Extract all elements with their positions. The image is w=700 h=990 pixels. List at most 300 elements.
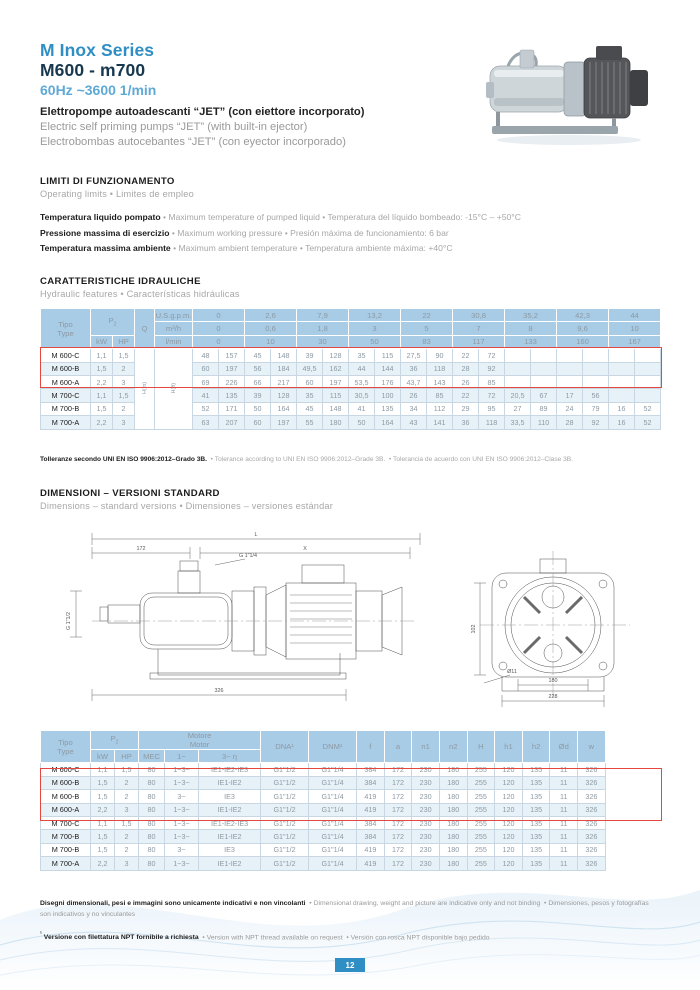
description-en: Electric self priming pumps “JET” (with built-in ejector) [40, 121, 308, 133]
cell-head-17 [635, 349, 661, 362]
cell-od: 11 [550, 857, 578, 870]
unit-usgpm: U.S.g.p.m. [155, 309, 193, 322]
table-row [41, 349, 661, 362]
flow-m3h-5: 7 [453, 322, 505, 335]
cell-head-6: 35 [349, 349, 375, 362]
cell-hp: 2 [115, 843, 139, 856]
table-row [41, 362, 661, 375]
footnote1-en: Dimensional drawing, weight and picture are indicative only and not binding [313, 900, 541, 907]
footnote-npt: $^{^1}$ Versione con filettatura NPT fornibile a richiesta • Version with NPT thread available on request • Versión con rosca NPT disponible bajo pedido [40, 932, 490, 942]
flow-m3h-2: 1,8 [297, 322, 349, 335]
unit-h-ft: H(ft) [155, 349, 193, 429]
cell-od: 11 [550, 843, 578, 856]
table-row [41, 790, 661, 803]
cell-w: 326 [578, 830, 606, 843]
cell-a: 172 [384, 763, 412, 776]
cell-head-0: 60 [193, 362, 219, 375]
cell-phase3: IE1-IE2 [199, 830, 261, 843]
cell-phase3: IE1-IE2-IE3 [199, 816, 261, 829]
cell-head-8: 36 [401, 362, 427, 375]
cell-head-10: 29 [453, 402, 479, 415]
cell-head-3: 217 [271, 375, 297, 388]
cell-h1: 120 [495, 776, 523, 789]
flow-m3h-4: 5 [401, 322, 453, 335]
cell-dnm: G1"1/4 [309, 776, 357, 789]
cell-f: 384 [357, 816, 385, 829]
table-row [41, 857, 661, 870]
hydraulic-heading [40, 276, 240, 299]
cell-dna: G1"1/2 [261, 857, 309, 870]
cell-head-16 [609, 375, 635, 388]
cell-head-8: 43 [401, 416, 427, 429]
cell-head-2: 56 [245, 362, 271, 375]
cell-head-14 [557, 349, 583, 362]
cell-head-9: 90 [427, 349, 453, 362]
cell-a: 172 [384, 830, 412, 843]
tolerance-note: Tolleranze secondo UNI EN ISO 9906:2012–Grado 3B. • Tolerance according to UNI EN ISO 9906:2012–Grade 3B. • Tolerancia de acuerdo con UNI EN ISO 9906:2012–Clase 3B. [40, 456, 574, 463]
cell-od: 11 [550, 790, 578, 803]
cell-head-15 [583, 375, 609, 388]
table-row [41, 416, 661, 429]
cell-a: 172 [384, 857, 412, 870]
cell-a: 172 [384, 776, 412, 789]
cell-hp: 1,5 [115, 763, 139, 776]
dim-label-102: 102 [471, 624, 477, 634]
row-model: M 600-B [41, 362, 91, 375]
cell-phase1: 1~3~ [165, 857, 199, 870]
cell-head-11: 72 [479, 389, 505, 402]
cell-n2: 180 [439, 776, 467, 789]
col-h1: h1 [495, 731, 523, 763]
cell-H: 255 [467, 776, 495, 789]
cell-w: 326 [578, 816, 606, 829]
cell-phase1: 1~3~ [165, 763, 199, 776]
cell-phase3: IE1-IE2 [199, 857, 261, 870]
col-motore: Motore Motor [139, 731, 261, 750]
col-n1: n1 [412, 731, 440, 763]
cell-n2: 180 [439, 816, 467, 829]
cell-n1: 230 [412, 830, 440, 843]
cell-head-16: 16 [609, 416, 635, 429]
cell-f: 384 [357, 763, 385, 776]
col-dnm: DNM¹ [309, 731, 357, 763]
col-tipo-type: Tipo Type [41, 309, 91, 349]
hydraulic-subtitle: Hydraulic features • Características hidráulicas [40, 289, 240, 299]
cell-head-17 [635, 362, 661, 375]
cell-phase1: 1~3~ [165, 816, 199, 829]
cell-kw: 2,2 [91, 375, 113, 388]
tolerance-it: Tolleranze secondo UNI EN ISO 9906:2012–Grado 3B. [40, 456, 207, 463]
cell-head-0: 52 [193, 402, 219, 415]
limit-row: Temperatura massima ambiente • Maximum ambient temperature • Temperatura ambiente máxima: +40°C [40, 243, 453, 253]
cell-H: 255 [467, 843, 495, 856]
dim-label-X: X [303, 546, 307, 552]
flow-usgpm-1: 2,6 [245, 309, 297, 322]
cell-head-10: 28 [453, 362, 479, 375]
cell-kw: 1,1 [91, 816, 115, 829]
tolerance-es: Tolerancia de acuerdo con UNI EN ISO 9906:2012–Clase 3B. [393, 456, 574, 463]
cell-head-3: 148 [271, 349, 297, 362]
cell-head-17: 52 [635, 416, 661, 429]
cell-f: 384 [357, 830, 385, 843]
cell-dna: G1"1/2 [261, 776, 309, 789]
cell-mec: 80 [139, 857, 165, 870]
cell-head-5: 162 [323, 362, 349, 375]
cell-f: 419 [357, 790, 385, 803]
dim-label-326: 326 [214, 688, 224, 694]
row-model: M 700-A [41, 857, 91, 870]
cell-h1: 120 [495, 857, 523, 870]
cell-head-17 [635, 389, 661, 402]
cell-H: 255 [467, 857, 495, 870]
flow-usgpm-4: 22 [401, 309, 453, 322]
cell-n2: 180 [439, 857, 467, 870]
cell-head-17: 52 [635, 402, 661, 415]
col-phase-3: 3~ η [199, 750, 261, 763]
cell-head-4: 55 [297, 416, 323, 429]
cell-a: 172 [384, 816, 412, 829]
limit-label-en: Maximum temperature of pumped liquid [168, 212, 320, 222]
table-row [41, 402, 661, 415]
cell-n2: 180 [439, 803, 467, 816]
footnote-indicative: Disegni dimensionali, pesi e immagini sono unicamente indicativi e non vincolanti • Dimensional drawing, weight and picture are indicative only and not binding • Dimensiones, pesos y fotografías son indicativos y no vinculantes [40, 900, 649, 918]
cell-head-16: 16 [609, 402, 635, 415]
table-row [41, 843, 661, 856]
cell-phase1: 1~3~ [165, 803, 199, 816]
cell-head-4: 45 [297, 402, 323, 415]
cell-n1: 230 [412, 763, 440, 776]
flow-m3h-0: 0 [193, 322, 245, 335]
hydraulic-table [40, 308, 661, 430]
cell-head-8: 43,7 [401, 375, 427, 388]
cell-head-9: 85 [427, 389, 453, 402]
cell-head-14: 28 [557, 416, 583, 429]
cell-head-16 [609, 389, 635, 402]
cell-head-2: 60 [245, 416, 271, 429]
cell-hp: 2 [115, 776, 139, 789]
cell-head-11: 118 [479, 416, 505, 429]
limit-value: 6 bar [429, 227, 449, 238]
cell-phase3: IE1-IE2-IE3 [199, 763, 261, 776]
flow-usgpm-6: 35,2 [505, 309, 557, 322]
cell-n1: 230 [412, 790, 440, 803]
dim-label-hole: Ø11 [507, 669, 517, 675]
cell-mec: 80 [139, 803, 165, 816]
cell-dna: G1"1/2 [261, 816, 309, 829]
cell-h1: 120 [495, 816, 523, 829]
flow-lmin-8: 167 [609, 335, 661, 348]
flow-lmin-1: 10 [245, 335, 297, 348]
cell-dnm: G1"1/4 [309, 816, 357, 829]
flow-lmin-6: 133 [505, 335, 557, 348]
dimensions-title: DIMENSIONI – VERSIONI STANDARD [40, 488, 220, 499]
cell-mec: 80 [139, 790, 165, 803]
cell-head-3: 164 [271, 402, 297, 415]
cell-head-14 [557, 375, 583, 388]
limit-row: Pressione massima di esercizio • Maximum working pressure • Presión máxima de funcionamiento: 6 bar [40, 227, 449, 238]
dim-label-L: L [254, 532, 258, 538]
cell-head-0: 48 [193, 349, 219, 362]
cell-od: 11 [550, 763, 578, 776]
cell-hp: 2 [115, 830, 139, 843]
cell-h2: 135 [522, 830, 550, 843]
cell-head-6: 30,5 [349, 389, 375, 402]
cell-hp: 2 [113, 362, 135, 375]
row-model: M 600-C [41, 763, 91, 776]
cell-head-10: 26 [453, 375, 479, 388]
flow-usgpm-2: 7,9 [297, 309, 349, 322]
cell-head-12: 27 [505, 402, 531, 415]
cell-n1: 230 [412, 843, 440, 856]
cell-h2: 135 [522, 763, 550, 776]
cell-h2: 135 [522, 843, 550, 856]
cell-head-4: 60 [297, 375, 323, 388]
flow-usgpm-7: 42,3 [557, 309, 609, 322]
cell-kw: 2,2 [91, 803, 115, 816]
dim-label-port-in: G 1"1/2 [66, 611, 72, 631]
col-mec: MEC [139, 750, 165, 763]
cell-hp: 3 [115, 803, 139, 816]
cell-head-0: 69 [193, 375, 219, 388]
cell-kw: 1,5 [91, 843, 115, 856]
cell-head-13: 67 [531, 389, 557, 402]
model-title: M600 - m700 [40, 60, 146, 80]
table-row [41, 830, 661, 843]
limit-value: +40°C [428, 243, 453, 253]
cell-n1: 230 [412, 803, 440, 816]
cell-head-0: 63 [193, 416, 219, 429]
cell-w: 326 [578, 763, 606, 776]
cell-phase1: 3~ [165, 790, 199, 803]
cell-kw: 1,5 [91, 790, 115, 803]
cell-hp: 1,5 [113, 389, 135, 402]
cell-head-9: 118 [427, 362, 453, 375]
table-row [41, 776, 661, 789]
cell-head-12: 33,5 [505, 416, 531, 429]
cell-hp: 2 [115, 790, 139, 803]
flow-usgpm-3: 13,2 [349, 309, 401, 322]
cell-head-12: 20,5 [505, 389, 531, 402]
cell-head-5: 115 [323, 389, 349, 402]
cell-head-2: 50 [245, 402, 271, 415]
dimensions-header-row-1 [41, 731, 661, 750]
cell-mec: 80 [139, 843, 165, 856]
row-model: M 700-B [41, 402, 91, 415]
cell-head-15: 92 [583, 416, 609, 429]
cell-head-0: 41 [193, 389, 219, 402]
cell-head-15 [583, 349, 609, 362]
dimensions-subtitle: Dimensions – standard versions • Dimensiones – versiones estándar [40, 501, 333, 511]
cell-head-9: 112 [427, 402, 453, 415]
cell-head-13 [531, 362, 557, 375]
col-hp: HP [115, 750, 139, 763]
cell-n2: 180 [439, 843, 467, 856]
cell-head-15: 79 [583, 402, 609, 415]
cell-head-7: 115 [375, 349, 401, 362]
cell-n1: 230 [412, 816, 440, 829]
cell-h2: 135 [522, 857, 550, 870]
cell-dnm: G1"1/4 [309, 843, 357, 856]
cell-h1: 120 [495, 830, 523, 843]
row-model: M 700-B [41, 843, 91, 856]
cell-dnm: G1"1/4 [309, 803, 357, 816]
cell-head-2: 66 [245, 375, 271, 388]
hydraulic-header-row-1 [41, 309, 661, 322]
unit-h-m: H(m) [135, 349, 155, 429]
cell-mec: 80 [139, 776, 165, 789]
cell-head-1: 226 [219, 375, 245, 388]
col-q: Q [135, 309, 155, 349]
cell-head-8: 26 [401, 389, 427, 402]
row-model: M 600-A [41, 803, 91, 816]
cell-kw: 1,5 [91, 362, 113, 375]
dim-label-172: 172 [136, 546, 146, 552]
cell-h2: 135 [522, 790, 550, 803]
cell-head-14: 24 [557, 402, 583, 415]
cell-head-12 [505, 375, 531, 388]
cell-head-4: 39 [297, 349, 323, 362]
cell-head-1: 197 [219, 362, 245, 375]
hydraulic-header-row-3 [41, 335, 661, 348]
cell-head-9: 141 [427, 416, 453, 429]
limits-list [40, 210, 521, 257]
cell-n1: 230 [412, 857, 440, 870]
footnote2-it: Versione con filettatura NPT fornibile a richiesta [43, 934, 199, 942]
hydraulic-title: CARATTERISTICHE IDRAULICHE [40, 276, 201, 287]
cell-head-15: 56 [583, 389, 609, 402]
cell-head-11: 92 [479, 362, 505, 375]
cell-head-5: 180 [323, 416, 349, 429]
cell-dna: G1"1/2 [261, 843, 309, 856]
cell-H: 255 [467, 763, 495, 776]
cell-w: 326 [578, 776, 606, 789]
cell-od: 11 [550, 816, 578, 829]
cell-phase1: 1~3~ [165, 830, 199, 843]
limits-subtitle: Operating limits • Limites de empleo [40, 189, 194, 199]
cell-H: 255 [467, 830, 495, 843]
frequency-label: 60Hz ~3600 1/min [40, 82, 157, 98]
cell-mec: 80 [139, 830, 165, 843]
page-header [40, 40, 470, 149]
col-phase-1: 1~ [165, 750, 199, 763]
cell-mec: 80 [139, 816, 165, 829]
table-row [41, 389, 661, 402]
cell-h1: 120 [495, 803, 523, 816]
row-model: M 600-B [41, 776, 91, 789]
cell-head-3: 128 [271, 389, 297, 402]
cell-dnm: G1"1/4 [309, 790, 357, 803]
cell-head-14 [557, 362, 583, 375]
cell-head-2: 45 [245, 349, 271, 362]
cell-head-10: 22 [453, 349, 479, 362]
limit-row: Temperatura liquido pompato • Maximum temperature of pumped liquid • Temperatura del líquido bombeado: -15°C – +50°C [40, 212, 521, 222]
page-number: 12 [335, 958, 365, 972]
cell-head-13 [531, 349, 557, 362]
flow-m3h-3: 3 [349, 322, 401, 335]
flow-m3h-7: 9,6 [557, 322, 609, 335]
col-p2: $P_2$ [91, 731, 139, 750]
flow-lmin-0: 0 [193, 335, 245, 348]
limit-label-es: Temperatura ambiente máxima [305, 243, 424, 253]
row-model: M 700-C [41, 389, 91, 402]
cell-head-10: 36 [453, 416, 479, 429]
cell-head-3: 184 [271, 362, 297, 375]
cell-head-14: 17 [557, 389, 583, 402]
cell-H: 255 [467, 790, 495, 803]
cell-a: 172 [384, 803, 412, 816]
cell-kw: 1,5 [91, 830, 115, 843]
cell-kw: 1,1 [91, 349, 113, 362]
col-h2: h2 [522, 731, 550, 763]
row-model: M 700-B [41, 830, 91, 843]
col-od: Ød [550, 731, 578, 763]
cell-w: 326 [578, 803, 606, 816]
limits-title: LIMITI DI FUNZIONAMENTO [40, 176, 175, 187]
flow-lmin-5: 117 [453, 335, 505, 348]
cell-f: 384 [357, 776, 385, 789]
row-model: M 700-A [41, 416, 91, 429]
cell-n1: 230 [412, 776, 440, 789]
cell-phase1: 1~3~ [165, 776, 199, 789]
dimensions-table [40, 730, 661, 871]
flow-usgpm-5: 30,8 [453, 309, 505, 322]
cell-head-7: 100 [375, 389, 401, 402]
limit-label-es: Temperatura del líquido bombeado [327, 212, 461, 222]
flow-lmin-2: 30 [297, 335, 349, 348]
cell-dna: G1"1/2 [261, 830, 309, 843]
cell-head-6: 50 [349, 416, 375, 429]
table-row [41, 803, 661, 816]
unit-lmin: l/min [155, 335, 193, 348]
technical-drawing [40, 525, 660, 710]
table-row [41, 816, 661, 829]
product-photo [464, 32, 676, 152]
description-es: Electrobombas autocebantes “JET” (con eyector incorporado) [40, 135, 346, 148]
cell-h2: 135 [522, 816, 550, 829]
limit-label-it: Pressione massima di esercizio [40, 227, 170, 238]
limit-value: -15°C – +50°C [465, 212, 521, 222]
cell-head-16 [609, 362, 635, 375]
cell-head-12 [505, 349, 531, 362]
cell-head-7: 135 [375, 402, 401, 415]
row-model: M 600-A [41, 375, 91, 388]
limit-label-en: Maximum ambient temperature [178, 243, 298, 253]
flow-m3h-6: 8 [505, 322, 557, 335]
cell-head-16 [609, 349, 635, 362]
cell-H: 255 [467, 816, 495, 829]
cell-dnm: G1"1/4 [309, 763, 357, 776]
limit-label-it: Temperatura liquido pompato [40, 212, 161, 222]
cell-head-8: 34 [401, 402, 427, 415]
col-w: w [578, 731, 606, 763]
dimensions-heading [40, 488, 333, 511]
limits-heading [40, 176, 194, 199]
cell-dnm: G1"1/4 [309, 830, 357, 843]
cell-hp: 2 [113, 402, 135, 415]
cell-h2: 135 [522, 776, 550, 789]
col-p2: $P_2$ [91, 309, 135, 336]
unit-m3h: m³/h [155, 322, 193, 335]
cell-head-13: 89 [531, 402, 557, 415]
cell-head-1: 171 [219, 402, 245, 415]
flow-lmin-4: 83 [401, 335, 453, 348]
cell-head-2: 39 [245, 389, 271, 402]
cell-head-12 [505, 362, 531, 375]
cell-kw: 1,1 [91, 389, 113, 402]
cell-H: 255 [467, 803, 495, 816]
col-tipo-type: Tipo Type [41, 731, 91, 763]
table-row [41, 763, 661, 776]
